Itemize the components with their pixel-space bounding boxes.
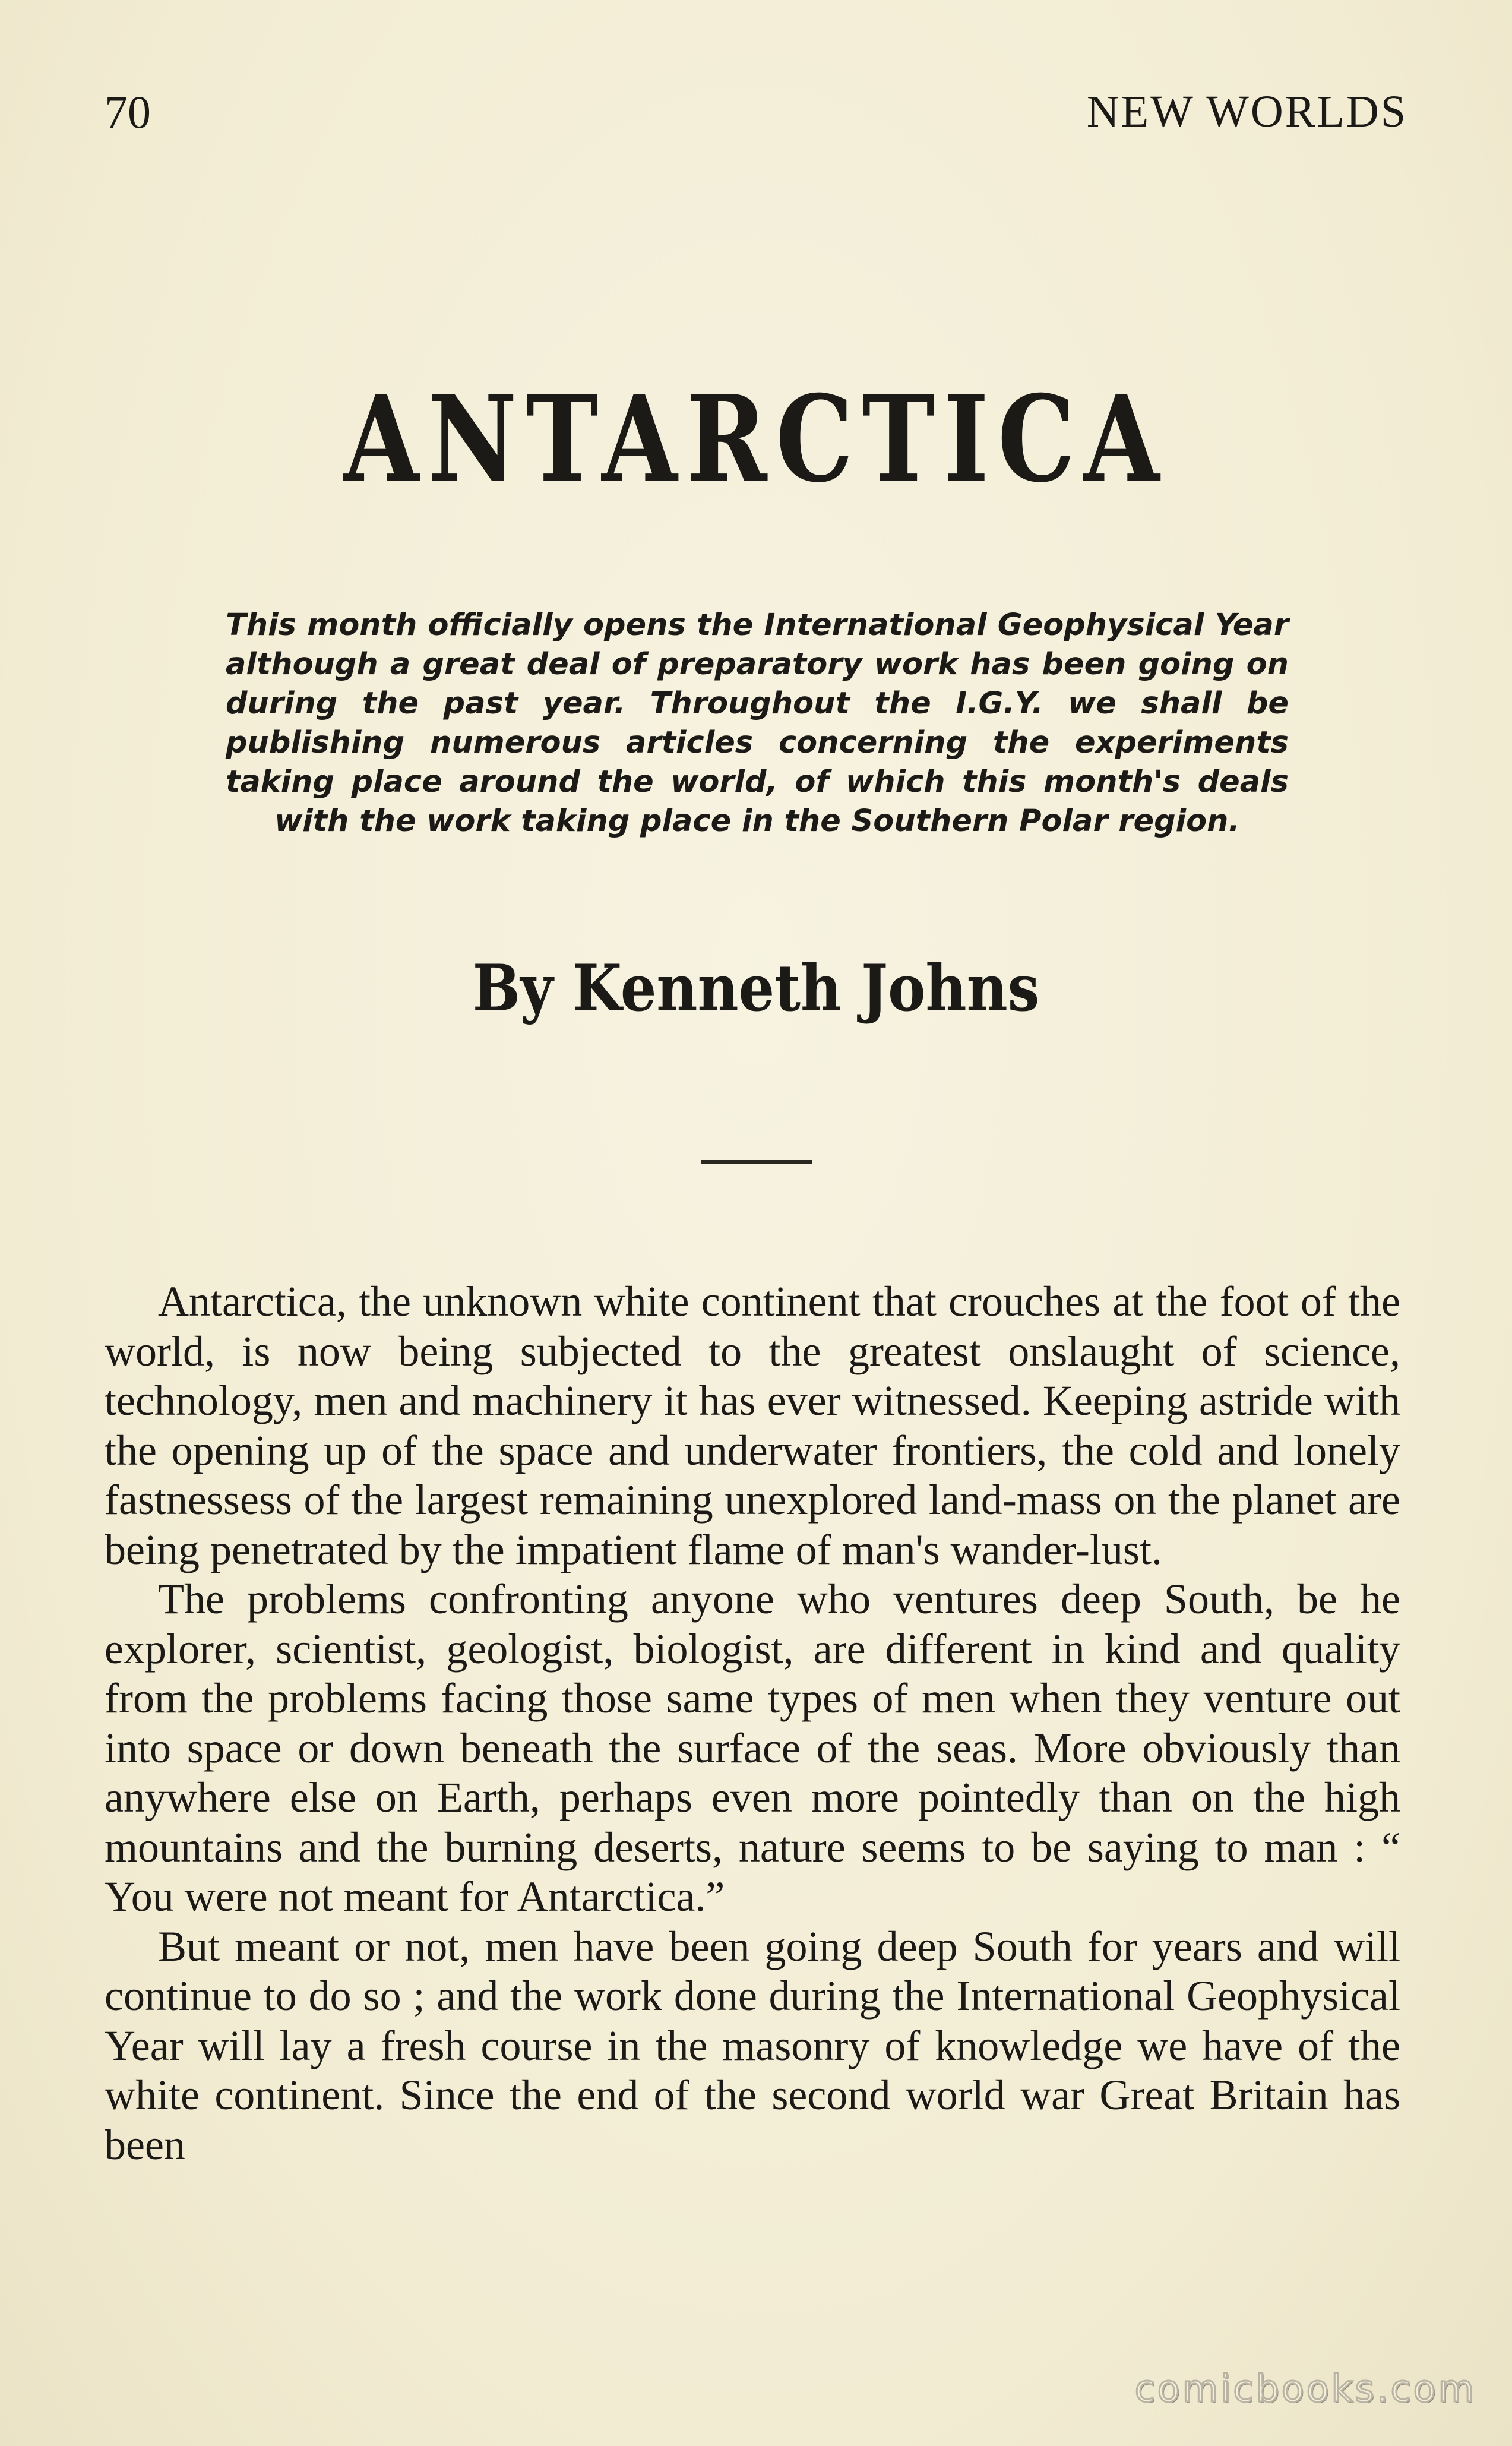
intro-line: place around the world, of which this month's deals with the — [274, 764, 1289, 839]
article-body — [105, 1277, 1400, 2170]
paragraph: The problems confronting anyone who ventures deep South, be he explorer, scientist, geologist, biologist, are different in kind and quality from the problems facing those same types of men when they venture out into space or down beneath the surface of the seas. More obviously than anywhere else on Earth, perhaps even more pointedly than on the high mountains and the burning deserts, nature seems to be saying to man : “ You were not meant for Antarctica.” — [105, 1575, 1400, 1920]
running-head: NEW WORLDS — [1086, 87, 1407, 137]
intro-line: although a great deal of preparatory work has been going — [226, 647, 1235, 682]
intro-line: on during the past year. Throughout the I.G.Y. we shall be — [226, 647, 1289, 721]
watermark: comicbooks.com — [1134, 2367, 1476, 2410]
intro-line: publishing numerous articles concerning the experiments taking — [226, 725, 1289, 799]
section-divider — [701, 1160, 812, 1164]
article-intro — [226, 606, 1289, 841]
paragraph: Antarctica, the unknown white continent that crouches at the foot of the world, is now being subjected to the greatest onslaught of science, technology, men and machinery it has ever witnessed. Keeping astride with the opening up of the space and underwater frontiers, the cold and lonely fastnessess of the largest remaining unexplored land-mass on the planet are being penetrated by the impatient flame of man's wander-lust. — [105, 1278, 1400, 1573]
intro-line: work taking place in the Southern Polar region. — [426, 804, 1240, 839]
page-number: 70 — [105, 86, 151, 138]
intro-line: This month officially opens the International Geophysical Year — [226, 608, 1289, 643]
paragraph: But meant or not, men have been going deep South for years and will continue to do so ; and the work done during the International Geophysical Year will lay a fresh course in the masonry of knowledge we have of the white continent. Since the end of the second world war Great Britain has been — [105, 1922, 1400, 2169]
byline: By Kenneth Johns — [472, 951, 1040, 1026]
article-title: ANTARCTICA — [343, 369, 1169, 509]
